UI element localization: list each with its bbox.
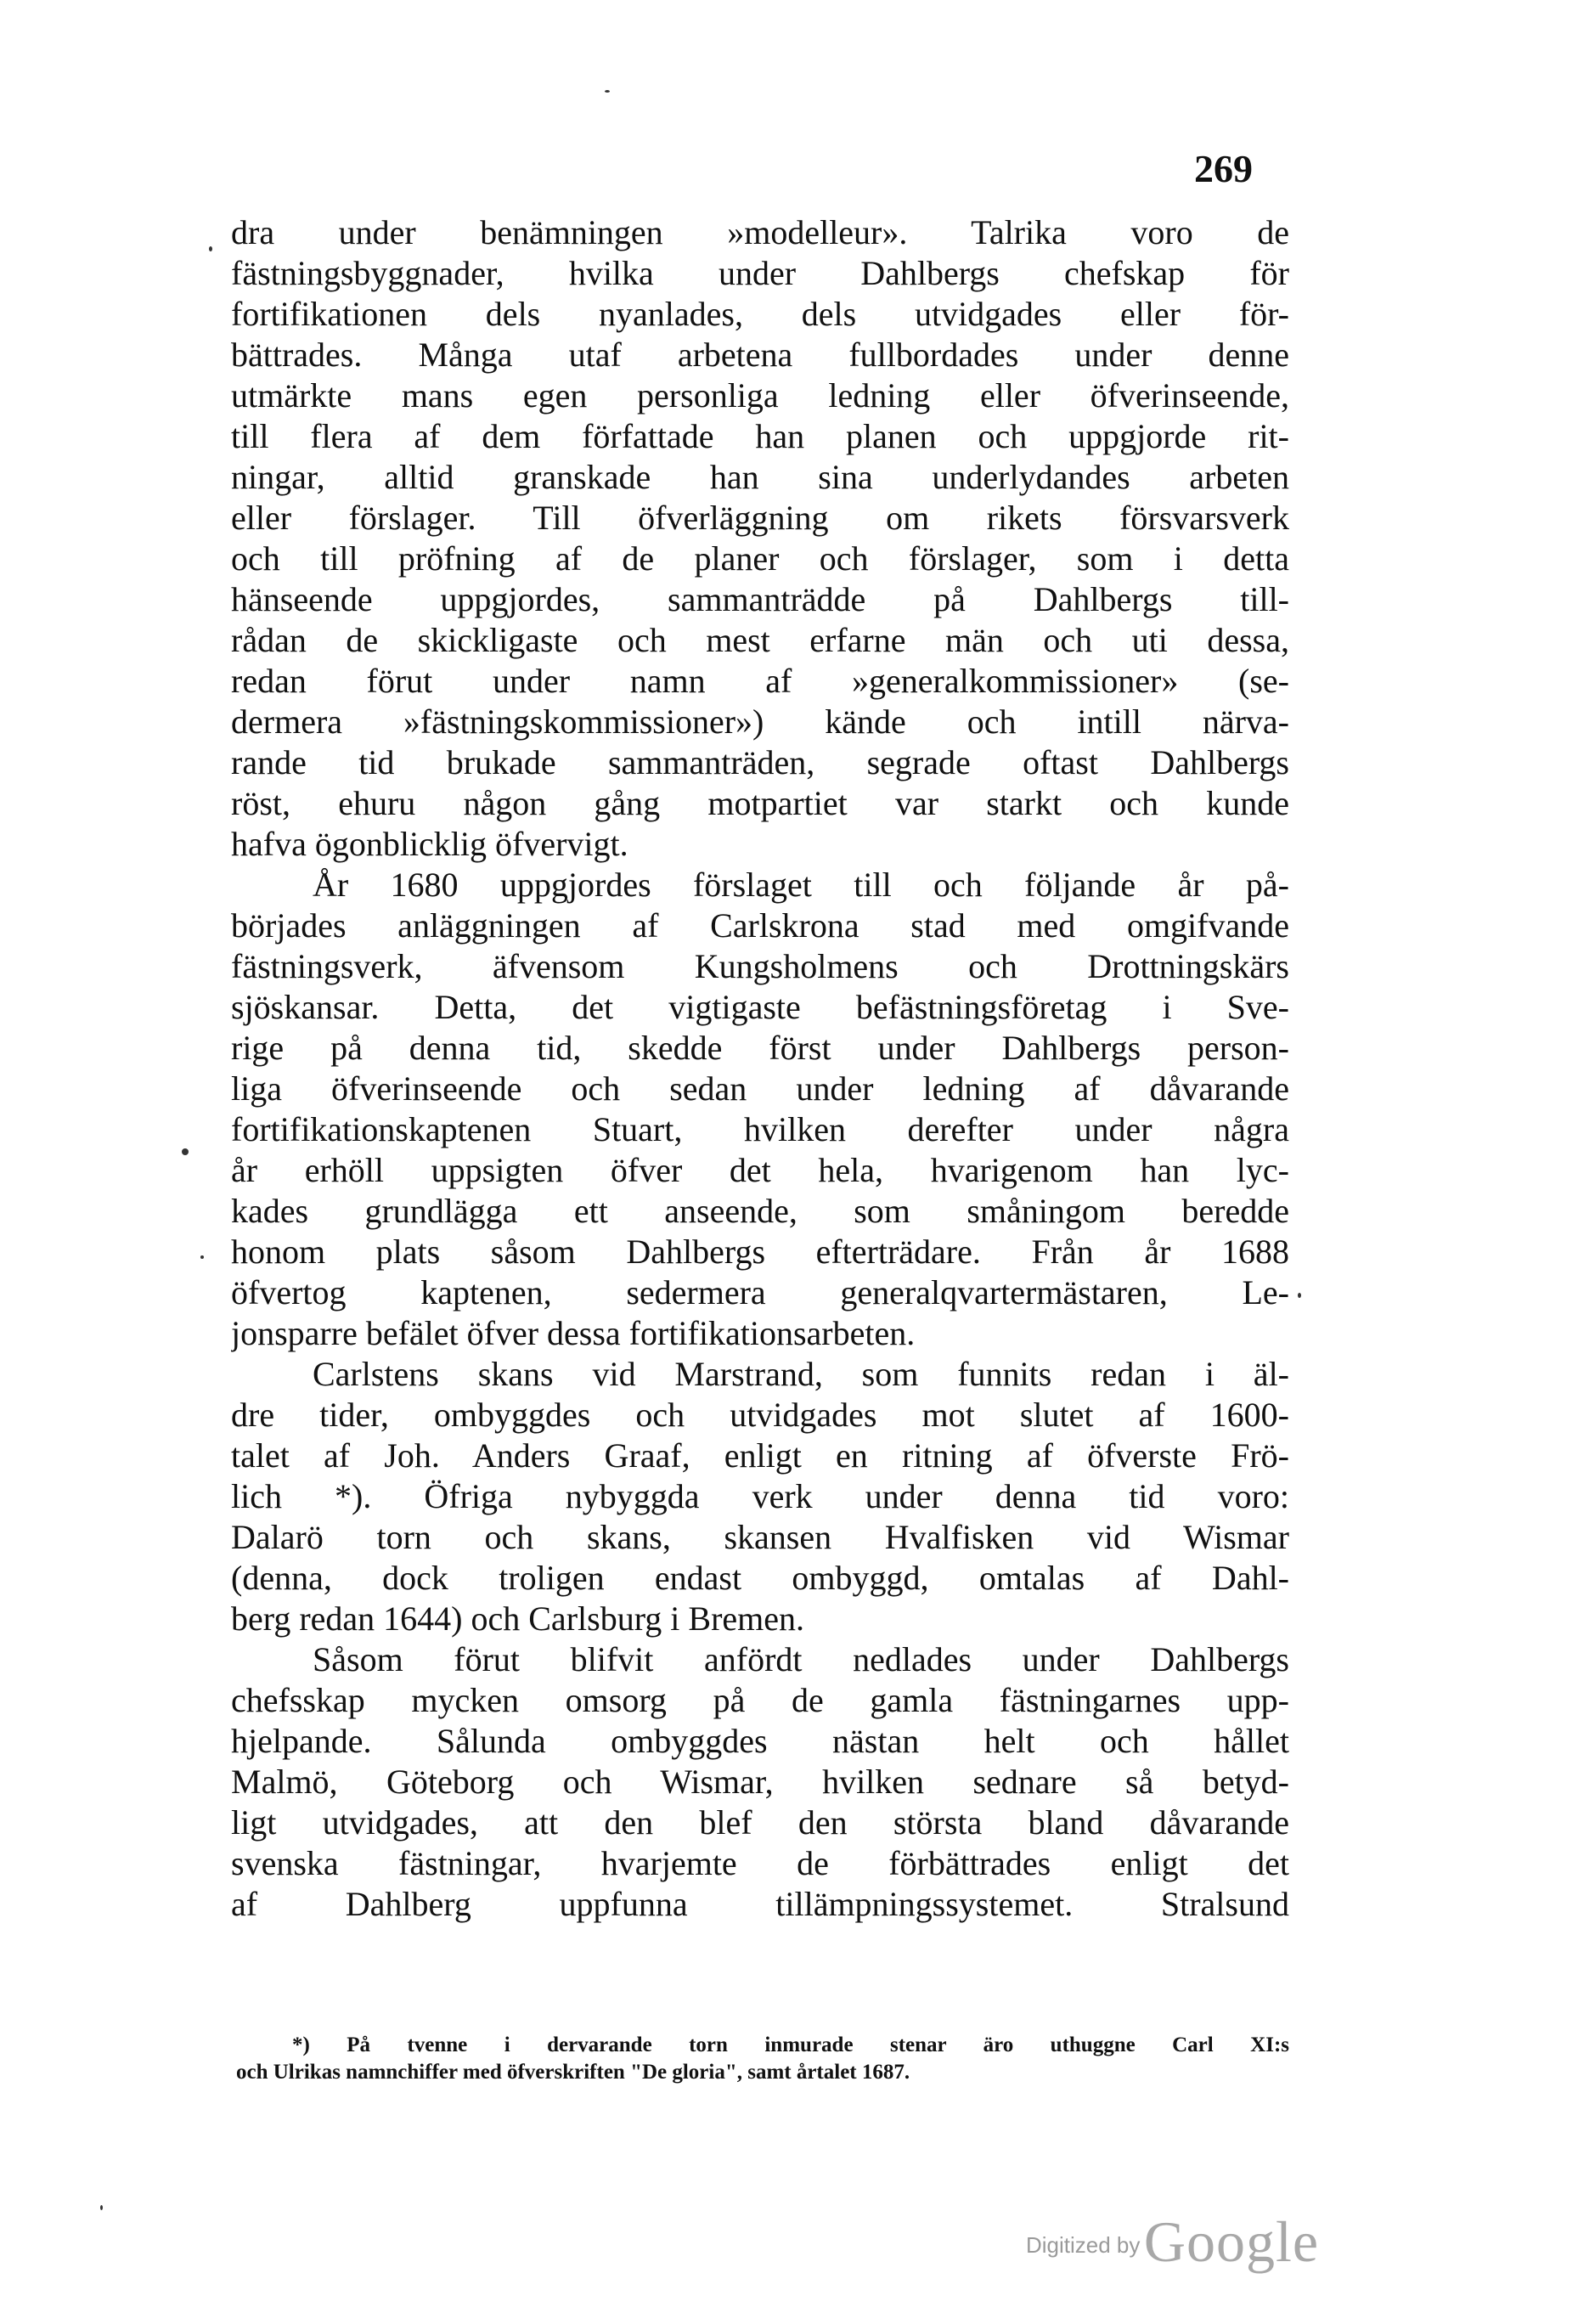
footnote-line: *) På tvenne i dervarande torn inmurade stenar äro uthuggne Carl XI:s [292,2034,1289,2056]
text-line: hafva ögonblicklig öfvervigt. [231,825,628,863]
text-line: öfvertog kaptenen, sedermera generalqvartermästaren, Le- [231,1273,1289,1311]
text-line: kades grundlägga ett anseende, som småningom beredde [231,1192,1289,1230]
footnote-line: och Ulrikas namnchiffer med öfverskriften "De gloria", samt årtalet 1687. [236,2061,910,2084]
text-line: eller förslager. Till öfverläggning om rikets försvarsverk [231,499,1289,537]
text-line: svenska fästningar, hvarjemte de förbättrades enligt det [231,1844,1289,1882]
paragraph-2 [231,865,1289,1354]
text-line: År 1680 uppgjordes förslaget till och följande år på- [313,866,1289,904]
text-line: börjades anläggningen af Carlskrona stad med omgifvande [231,906,1289,945]
text-line: berg redan 1644) och Carlsburg i Bremen. [231,1599,805,1638]
text-line: dra under benämningen »modelleur». Talrika voro de [231,213,1289,251]
body-text [231,212,1289,1925]
text-line: fortifikationen dels nyanlades, dels utvidgades eller för- [231,295,1289,333]
text-line: utmärkte mans egen personliga ledning eller öfverinseende, [231,376,1289,415]
text-line: till flera af dem författade han planen och uppgjorde rit- [231,417,1289,455]
text-line: Carlstens skans vid Marstrand, som funnits redan i äl- [313,1355,1289,1393]
scan-speck [200,1255,204,1259]
text-line: redan förut under namn af »generalkommissioner» (se- [231,662,1289,700]
text-line: och till pröfning af de planer och förslager, som i detta [231,539,1289,578]
text-line: Dalarö torn och skans, skansen Hvalfisken vid Wismar [231,1518,1289,1556]
text-line: dermera »fästningskommissioner») kände och intill närva- [231,702,1289,741]
digitized-watermark [1026,2208,1319,2276]
watermark-prefix: Digitized by [1026,2232,1141,2258]
text-line: år erhöll uppsigten öfver det hela, hvarigenom han lyc- [231,1151,1289,1189]
text-line: rande tid brukade sammanträden, segrade oftast Dahlbergs [231,743,1289,781]
text-line: hänseende uppgjordes, sammanträdde på Dahlbergs till- [231,580,1289,618]
text-line: ligt utvidgades, att den blef den största bland dåvarande [231,1803,1289,1842]
text-line: ningar, alltid granskade han sina underlydandes arbeten [231,458,1289,496]
text-line: fästningsverk, äfvensom Kungsholmens och Drottningskärs [231,947,1289,985]
text-line: jonsparre befälet öfver dessa fortifikationsarbeten. [231,1314,916,1352]
text-line: Såsom förut blifvit anfördt nedlades under Dahlbergs [313,1640,1289,1678]
text-line: lich *). Öfriga nybyggda verk under denna tid voro: [231,1477,1289,1515]
text-line: röst, ehuru någon gång motpartiet var starkt och kunde [231,784,1289,822]
text-line: Malmö, Göteborg och Wismar, hvilken sednare så betyd- [231,1763,1289,1801]
paragraph-4 [231,1639,1289,1925]
page-number: 269 [1194,147,1253,190]
text-line: fortifikationskaptenen Stuart, hvilken derefter under några [231,1110,1289,1148]
text-line: talet af Joh. Anders Graaf, enligt en ritning af öfverste Frö- [231,1436,1289,1475]
text-line: chefsskap mycken omsorg på de gamla fästningarnes upp- [231,1681,1289,1719]
scan-speck [1298,1293,1301,1298]
scan-speck [182,1148,189,1155]
text-line: af Dahlberg uppfunna tillämpningssystemet. Stralsund [231,1885,1289,1923]
paragraph-3 [231,1354,1289,1639]
text-line: rige på denna tid, skedde först under Dahlbergs person- [231,1029,1289,1067]
text-line: sjöskansar. Detta, det vigtigaste befästningsföretag i Sve- [231,988,1289,1026]
text-line: hjelpande. Sålunda ombyggdes nästan helt och hållet [231,1722,1289,1760]
text-line: (denna, dock troligen endast ombyggd, omtalas af Dahl- [231,1559,1289,1597]
text-line: dre tider, ombyggdes och utvidgades mot slutet af 1600- [231,1396,1289,1434]
scan-speck [605,90,610,93]
text-line: bättrades. Många utaf arbetena fullbordades under denne [231,336,1289,374]
text-line: fästningsbyggnader, hvilka under Dahlbergs chefskap för [231,254,1289,292]
footnote [236,2032,1289,2086]
google-logo: Google [1143,2209,1320,2274]
text-line: honom plats såsom Dahlbergs efterträdare. Från år 1688 [231,1233,1289,1271]
scan-speck [100,2205,103,2210]
scan-speck [209,246,212,251]
text-line: liga öfverinseende och sedan under ledning af dåvarande [231,1069,1289,1108]
paragraph-1 [231,212,1289,865]
text-line: rådan de skickligaste och mest erfarne män och uti dessa, [231,621,1289,659]
